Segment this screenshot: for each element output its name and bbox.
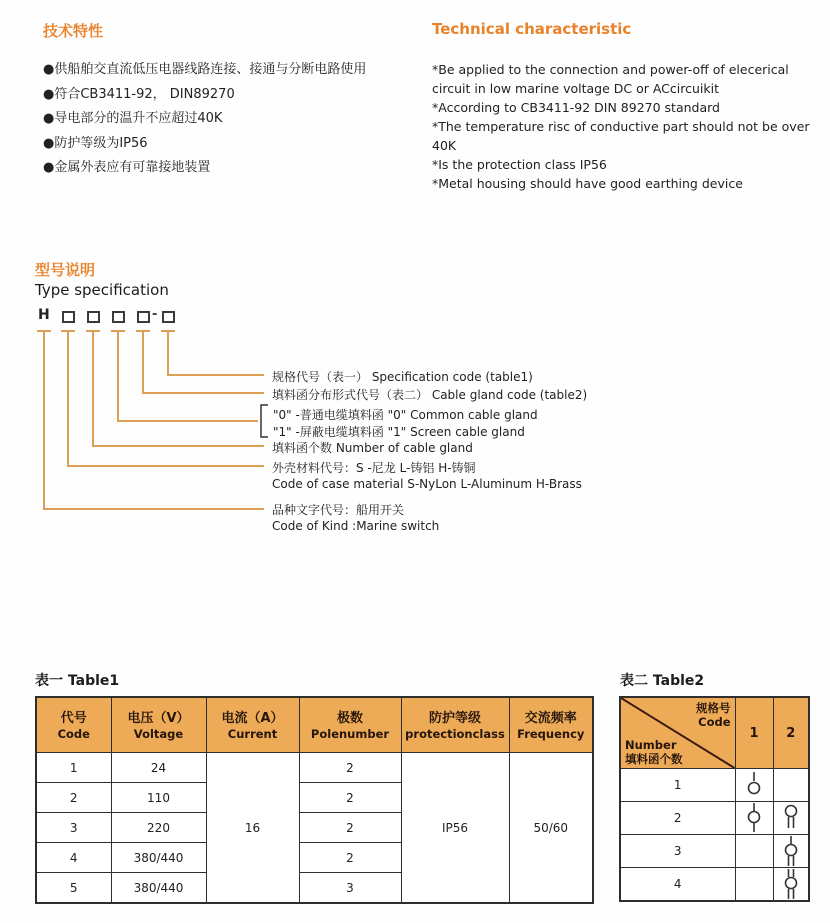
table-row: [36, 753, 593, 783]
cell-voltage: 380/440: [111, 873, 206, 904]
code-box: [162, 311, 175, 323]
table1-header-row: [36, 697, 593, 753]
bullet-en: *Be applied to the connection and power-off of elecerical circuit in low marine voltage DC or ACcircuikit: [432, 62, 789, 96]
cell-symbol: [773, 802, 809, 835]
label-gland-number: 填料函个数 Number of cable gland: [272, 441, 473, 455]
corner-top-label: 规格号 Code: [696, 701, 731, 729]
section-title-cn: 技术特性: [43, 22, 104, 40]
type-spec-title-cn: 型号说明: [35, 261, 96, 279]
gland-symbol-one-top-icon: [743, 771, 765, 799]
leader-line: [142, 330, 144, 394]
col-header-voltage: 电压（V） Voltage: [111, 697, 206, 753]
leader-line: [92, 330, 94, 447]
cell-pole: 2: [299, 783, 401, 813]
leader-line: [117, 420, 258, 422]
col-header-frequency: 交流频率 Frequency: [509, 697, 593, 753]
cell-code: 1: [36, 753, 111, 783]
model-code-prefix: H: [38, 307, 50, 323]
label-kind-en: Code of Kind :Marine switch: [272, 519, 440, 533]
cell-voltage: 110: [111, 783, 206, 813]
table1: [35, 696, 594, 904]
table2-header-row: [620, 697, 809, 769]
table2-title: 表二 Table2: [620, 673, 705, 689]
bullet-cn: ●供船舶交直流低压电器线路连接、接通与分断电路使用: [43, 62, 367, 77]
cell-current-merged: 16: [206, 753, 299, 904]
section-title-en: Technical characteristic: [432, 20, 632, 38]
leader-line: [142, 392, 264, 394]
table-row: [620, 835, 809, 868]
cell-pole: 2: [299, 753, 401, 783]
leader-line: [67, 330, 69, 467]
leader-line: [67, 465, 264, 467]
cell-code: 2: [36, 783, 111, 813]
leader-line: [117, 330, 119, 422]
cell-code: 3: [36, 813, 111, 843]
cell-pole: 2: [299, 843, 401, 873]
col-header-1: 1: [735, 697, 773, 769]
table1-title: 表一 Table1: [35, 673, 120, 689]
table-row: [620, 802, 809, 835]
option-bracket: [260, 404, 269, 438]
cell-voltage: 24: [111, 753, 206, 783]
cell-gland-number: 3: [620, 835, 735, 868]
table2: [619, 696, 810, 902]
bullet-cn: ●导电部分的温升不应超过40K: [43, 111, 223, 126]
cell-gland-number: 2: [620, 802, 735, 835]
leader-line: [167, 330, 169, 376]
label-kind-cn: 品种文字代号：船用开关: [272, 503, 405, 517]
leader-line: [167, 374, 264, 376]
code-box: [137, 311, 150, 323]
tech-bullets-cn: [43, 58, 423, 181]
table-row: [620, 868, 809, 902]
tech-bullets-en: [432, 60, 830, 193]
cell-symbol: [735, 769, 773, 802]
leader-line: [92, 445, 264, 447]
bullet-cn: ●防护等级为IP56: [43, 135, 148, 151]
code-dash: -: [152, 307, 158, 322]
label-gland-opt0: "0" -普通电缆填料函 "0" Common cable gland: [273, 408, 538, 422]
label-material-en: Code of case material S-NyLon L-Aluminum H-Brass: [272, 477, 582, 491]
cell-symbol: [773, 769, 809, 802]
cell-gland-number: 4: [620, 868, 735, 902]
corner-bottom-label: Number 填料函个数: [625, 738, 683, 766]
cell-code: 5: [36, 873, 111, 904]
cell-gland-number: 1: [620, 769, 735, 802]
cell-symbol: [735, 802, 773, 835]
type-spec-title-en: Type specification: [35, 281, 169, 299]
cell-pole: 2: [299, 813, 401, 843]
corner-header-cell: [620, 697, 735, 769]
bullet-en: *According to CB3411-92 DIN 89270 standard: [432, 100, 720, 115]
col-header-protectionclass: 防护等级 protectionclass: [401, 697, 509, 753]
cell-frequency-merged: 50/60: [509, 753, 593, 904]
label-gland-opt1: "1" -屏蔽电缆填料函 "1" Screen cable gland: [273, 425, 525, 439]
leader-line: [43, 508, 264, 510]
cell-protection-merged: IP56: [401, 753, 509, 904]
col-header-current: 电流（A） Current: [206, 697, 299, 753]
code-box: [112, 311, 125, 323]
bullet-cn: ●金属外表应有可靠接地装置: [43, 160, 211, 175]
bullet-cn: ●符合CB3411-92， DIN89270: [43, 86, 235, 102]
code-box: [62, 311, 75, 323]
code-box: [87, 311, 100, 323]
cell-symbol: [735, 835, 773, 868]
gland-symbol-two-opposite-icon: [743, 803, 765, 833]
label-gland-code: 填料函分布形式代号（表二） Cable gland code (table2): [272, 388, 588, 402]
leader-line: [43, 330, 45, 510]
cell-symbol: [735, 868, 773, 902]
col-header-polenumber: 极数 Polenumber: [299, 697, 401, 753]
cell-pole: 3: [299, 873, 401, 904]
label-spec-code: 规格代号（表一） Specification code (table1): [272, 370, 533, 384]
bullet-en: *Is the protection class IP56: [432, 157, 607, 172]
col-header-code: 代号 Code: [36, 697, 111, 753]
label-material-cn: 外壳材料代号：S -尼龙 L-铸铝 H-铸铜: [272, 461, 476, 475]
cell-voltage: 220: [111, 813, 206, 843]
gland-symbol-two-bottom-icon: [780, 804, 802, 832]
cell-symbol: [773, 868, 809, 902]
gland-symbol-three-icon: [780, 836, 802, 867]
cell-voltage: 380/440: [111, 843, 206, 873]
cell-symbol: [773, 835, 809, 868]
gland-symbol-four-icon: [780, 869, 802, 900]
bullet-en: *The temperature risc of conductive part should not be over 40K: [432, 119, 810, 153]
bullet-en: *Metal housing should have good earthing device: [432, 176, 743, 191]
col-header-2: 2: [773, 697, 809, 769]
cell-code: 4: [36, 843, 111, 873]
table-row: [620, 769, 809, 802]
